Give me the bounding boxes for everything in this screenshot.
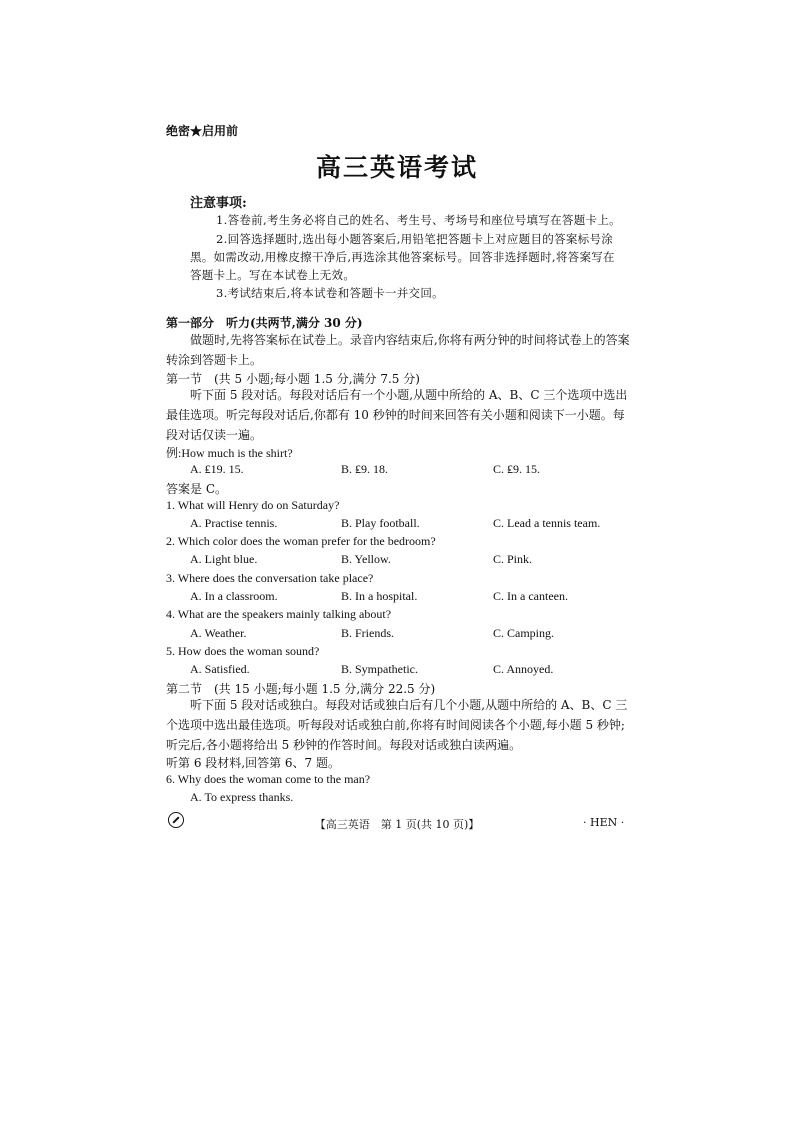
q6-option-a: A. To express thanks. <box>190 790 294 804</box>
page-title: 高三英语考试 <box>315 153 478 182</box>
q4-option-a: A. Weather. <box>190 626 247 640</box>
part1-instruction: 做题时,先将答案标在试卷上。录音内容结束后,你将有两分钟的时间将试卷上的答案转涂到答题卡上。 <box>166 333 630 367</box>
example-question: 例:How much is the shirt? <box>166 446 293 460</box>
question-6: 6. Why does the woman come to the man? <box>166 772 371 786</box>
q2-option-a: A. Light blue. <box>190 552 258 566</box>
q1-option-a: A. Practise tennis. <box>190 516 278 530</box>
notice-line: 黑。如需改动,用橡皮擦干净后,再选涂其他答案标号。回答非选择题时,将答案写在 <box>190 250 615 264</box>
question-4: 4. What are the speakers mainly talking about? <box>166 607 392 621</box>
confidential-label: 绝密★启用前 <box>166 124 239 138</box>
section1-instruction: 听下面 5 段对话。每段对话后有一个小题,从题中所给的 A、B、C 三个选项中选出最佳选项。听完每段对话后,你都有 10 秒钟的时间来回答有关小题和阅读下一小题。每段对话仅读一遍。 <box>166 388 628 442</box>
footer-code: · HEN · <box>583 816 625 829</box>
page-footer: 【高三英语 第 1 页(共 10 页)】 <box>314 818 480 831</box>
example-answer: 答案是 C。 <box>166 482 227 496</box>
q5-option-c: C. Annoyed. <box>493 662 554 676</box>
question-2: 2. Which color does the woman prefer for the bedroom? <box>166 534 436 548</box>
q1-option-b: B. Play football. <box>341 516 420 530</box>
notice-heading: 注意事项: <box>190 196 247 211</box>
section1-heading: 第一节 (共 5 小题;每小题 1.5 分,满分 7.5 分) <box>166 372 420 386</box>
example-option-b: B. ₤9. 18. <box>341 462 389 476</box>
q3-option-a: A. In a classroom. <box>190 589 278 603</box>
example-option-a: A. ₤19. 15. <box>190 462 244 476</box>
question-5: 5. How does the woman sound? <box>166 644 320 658</box>
q5-option-b: B. Sympathetic. <box>341 662 418 676</box>
q3-option-b: B. In a hospital. <box>341 589 418 603</box>
question-1: 1. What will Henry do on Saturday? <box>166 498 340 512</box>
q5-option-a: A. Satisfied. <box>190 662 250 676</box>
notice-line: 1.答卷前,考生务必将自己的姓名、考生号、考场号和座位号填写在答题卡上。 <box>216 213 621 227</box>
notice-line: 3.考试结束后,将本试卷和答题卡一并交回。 <box>216 286 444 300</box>
example-option-c: C. ₤9. 15. <box>493 462 541 476</box>
notice-line: 答题卡上。写在本试卷上无效。 <box>190 268 356 282</box>
q2-option-c: C. Pink. <box>493 552 533 566</box>
q4-option-c: C. Camping. <box>493 626 555 640</box>
q4-option-b: B. Friends. <box>341 626 395 640</box>
q3-option-c: C. In a canteen. <box>493 589 568 603</box>
section2-heading: 第二节 (共 15 小题;每小题 1.5 分,满分 22.5 分) <box>166 682 436 696</box>
notice-line: 2.回答选择题时,选出每小题答案后,用铅笔把答题卡上对应题目的答案标号涂 <box>216 232 614 246</box>
material-note: 听第 6 段材料,回答第 6、7 题。 <box>166 756 340 770</box>
q2-option-b: B. Yellow. <box>341 552 391 566</box>
part1-heading: 第一部分 听力(共两节,满分 30 分) <box>166 316 363 330</box>
section2-instruction: 听下面 5 段对话或独白。每段对话或独白后有几个小题,从题中所给的 A、B、C 三个选项中选出最佳选项。听每段对话或独白前,你将有时间阅读各个小题,每小题 5 秒钟;听完后,各小题将给出 5 秒钟的作答时间。每段对话或独白读两遍。 <box>166 698 628 752</box>
question-3: 3. Where does the conversation take place? <box>166 571 374 585</box>
q1-option-c: C. Lead a tennis team. <box>493 516 601 530</box>
